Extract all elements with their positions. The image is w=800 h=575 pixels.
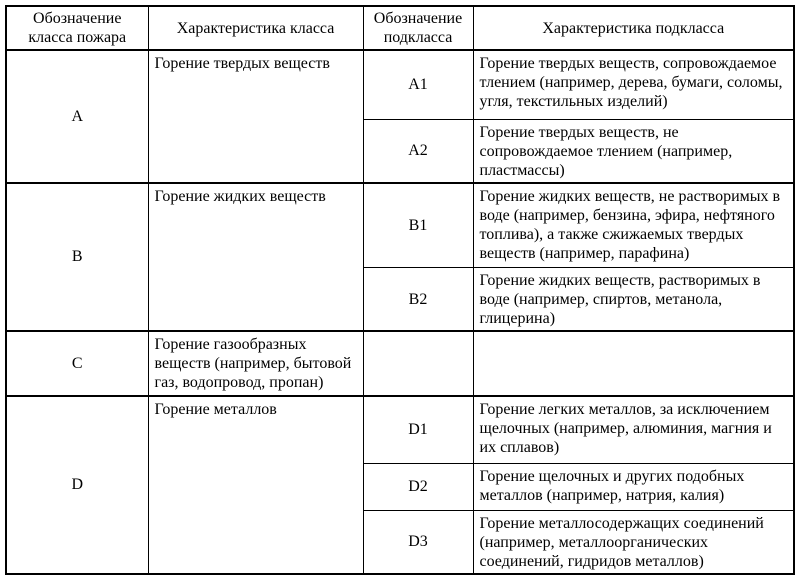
subclass-a1-characteristic-cell: Горение твердых веществ, сопровождаемое тлением (например, дерева, бумаги, соломы, угля, текстильных изделий)	[473, 50, 794, 119]
class-a-code-cell: A	[6, 50, 148, 183]
class-c-characteristic-cell: Горение газообразных веществ (например, бытовой газ, водопровод, пропан)	[148, 331, 363, 396]
subclass-c-empty-code-cell	[363, 331, 473, 396]
class-a-characteristic-cell: Горение твердых веществ	[148, 50, 363, 183]
subclass-a2-characteristic-cell: Горение твердых веществ, не сопровождаемое тлением (например, пластмассы)	[473, 119, 794, 183]
header-class-code: Обозначение класса пожара	[6, 6, 148, 50]
subclass-a1-code-cell: A1	[363, 50, 473, 119]
subclass-d1-code-cell: D1	[363, 396, 473, 463]
subclass-d2-code-cell: D2	[363, 463, 473, 510]
table-row-a1	[6, 50, 794, 119]
subclass-c-empty-characteristic-cell	[473, 331, 794, 396]
header-subclass-characteristic: Характеристика подкласса	[473, 6, 794, 50]
subclass-d1-characteristic-cell: Горение легких металлов, за исключением щелочных (например, алюминия, магния и их сплавов)	[473, 396, 794, 463]
table-row-d1	[6, 396, 794, 463]
class-b-code-cell: B	[6, 183, 148, 332]
subclass-a2-code-cell: A2	[363, 119, 473, 183]
header-subclass-code: Обозначение подкласса	[363, 6, 473, 50]
header-row	[6, 6, 794, 50]
fire-classification-table	[5, 5, 795, 575]
class-d-characteristic-cell: Горение металлов	[148, 396, 363, 574]
subclass-d3-code-cell: D3	[363, 510, 473, 574]
subclass-d3-characteristic-cell: Горение металлосодержащих соединений (например, металлоорганических соединений, гидридов металлов)	[473, 510, 794, 574]
subclass-d2-characteristic-cell: Горение щелочных и других подобных металлов (например, натрия, калия)	[473, 463, 794, 510]
subclass-b1-code-cell: B1	[363, 183, 473, 268]
table-row-c	[6, 331, 794, 396]
subclass-b1-characteristic-cell: Горение жидких веществ, не растворимых в воде (например, бензина, эфира, нефтяного топлива), а также сжижаемых твердых веществ (например, парафина)	[473, 183, 794, 268]
subclass-b2-characteristic-cell: Горение жидких веществ, растворимых в воде (например, спиртов, метанола, глицерина)	[473, 268, 794, 332]
header-class-characteristic: Характеристика класса	[148, 6, 363, 50]
class-c-code-cell: C	[6, 331, 148, 396]
table-row-b1	[6, 183, 794, 268]
subclass-b2-code-cell: B2	[363, 268, 473, 332]
class-d-code-cell: D	[6, 396, 148, 574]
class-b-characteristic-cell: Горение жидких веществ	[148, 183, 363, 332]
